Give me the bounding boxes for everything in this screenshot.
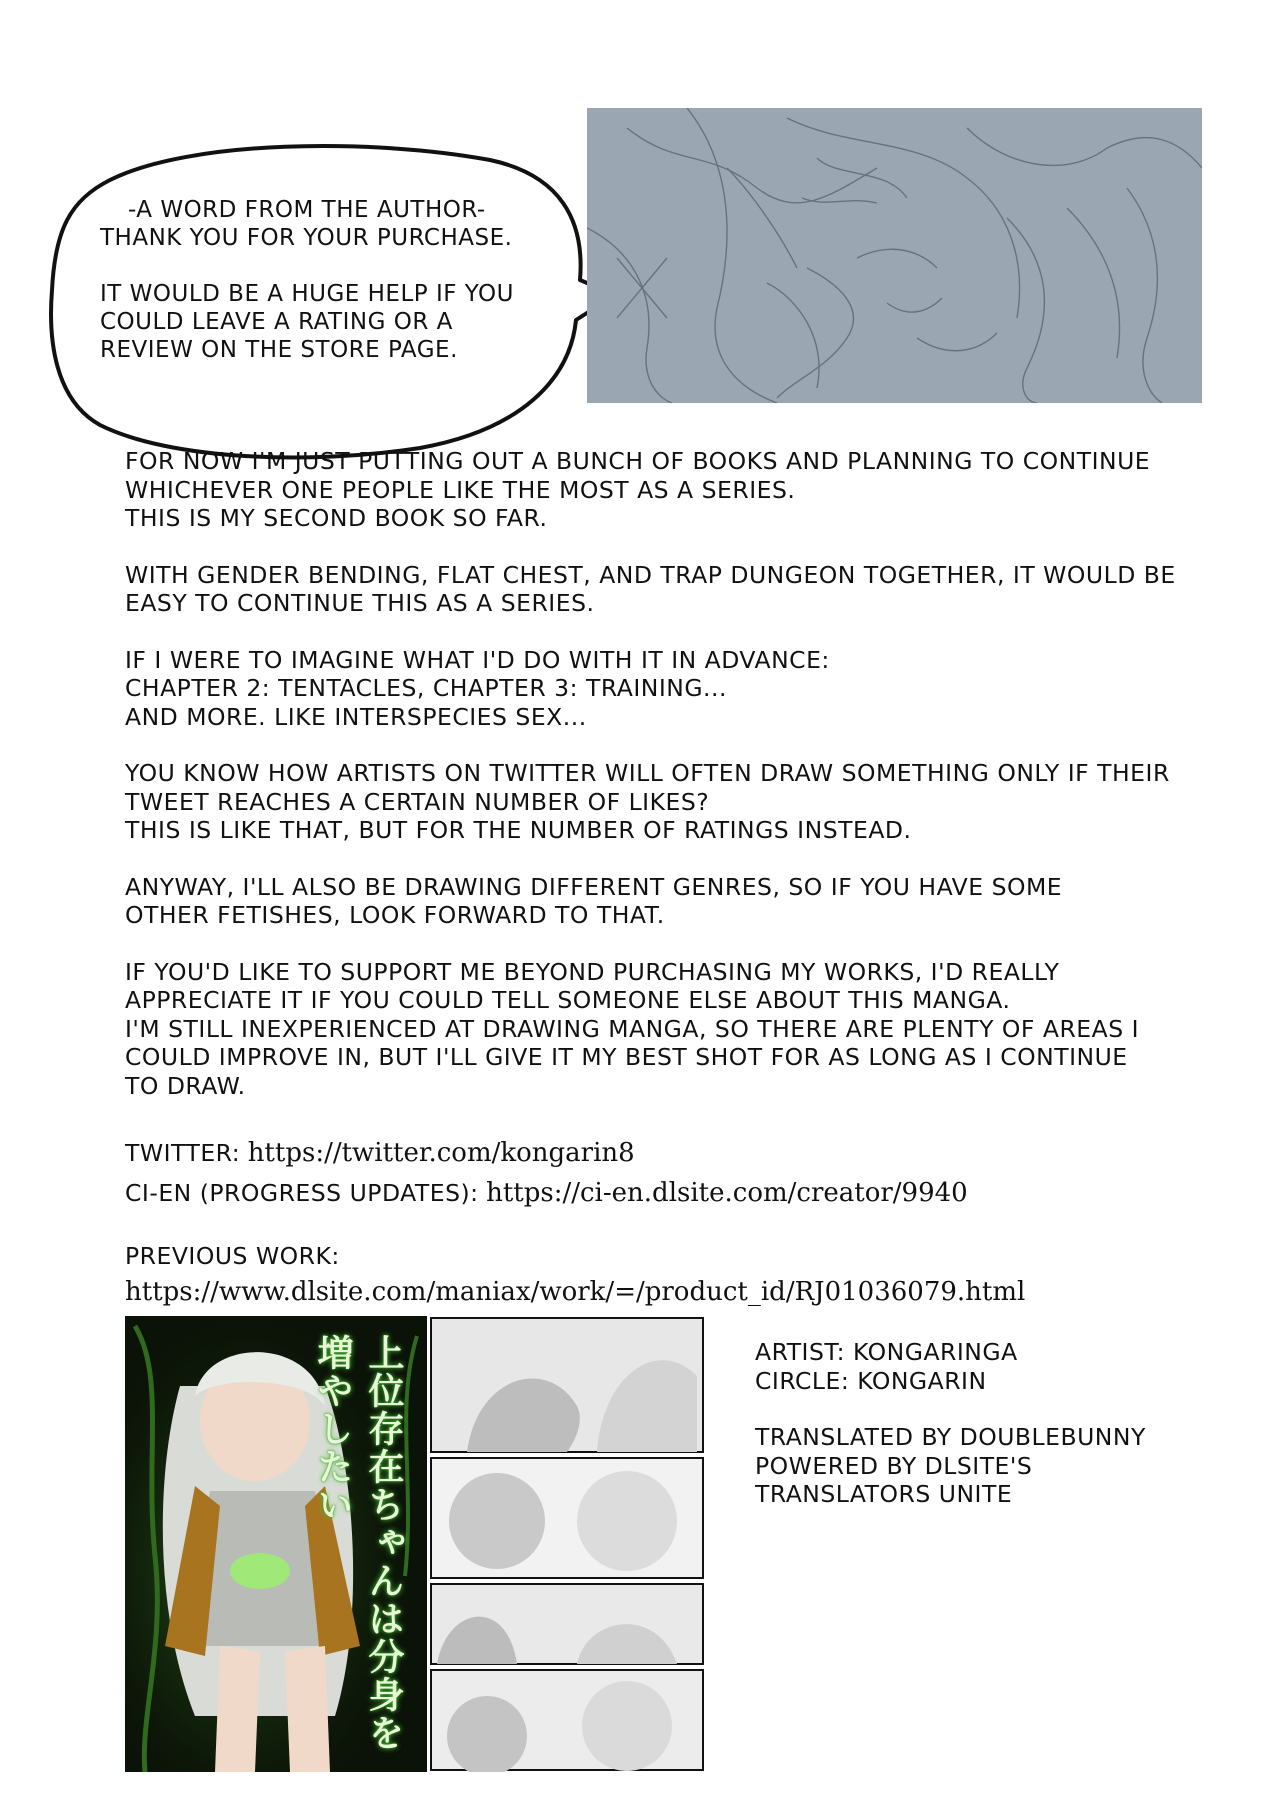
author-note-line: COULD LEAVE A RATING OR A bbox=[100, 309, 453, 335]
author-note-line: IT WOULD BE A HUGE HELP IF YOU bbox=[100, 281, 514, 307]
note-paragraph: IF I WERE TO IMAGINE WHAT I'D DO WITH IT IN ADVANCE: CHAPTER 2: TENTACLES, CHAPTER 3: TRAINING... AND MORE. LIKE INTERSPECIES SEX... bbox=[125, 645, 830, 731]
note-paragraph: ANYWAY, I'LL ALSO BE DRAWING DIFFERENT GENRES, SO IF YOU HAVE SOME OTHER FETISHES, LOOK FORWARD TO THAT. bbox=[125, 872, 1063, 929]
previous-work-comic-panels bbox=[427, 1316, 707, 1772]
author-notes bbox=[125, 447, 1205, 1128]
comic-panels bbox=[427, 1316, 707, 1772]
author-speech-bubble bbox=[40, 130, 600, 470]
credits bbox=[755, 1338, 1215, 1537]
twitter-link[interactable]: https://twitter.com/kongarin8 bbox=[247, 1138, 635, 1168]
translator-credit: TRANSLATED BY DOUBLEBUNNY bbox=[755, 1423, 1146, 1451]
previous-work-link[interactable]: https://www.dlsite.com/maniax/work/=/product_id/RJ01036079.html bbox=[125, 1277, 1026, 1307]
sketch-illustration bbox=[587, 108, 1202, 403]
social-links bbox=[125, 1133, 1205, 1213]
author-note-line: THANK YOU FOR YOUR PURCHASE. bbox=[100, 225, 513, 251]
note-paragraph: WITH GENDER BENDING, FLAT CHEST, AND TRAP DUNGEON TOGETHER, IT WOULD BE EASY TO CONTINUE THIS AS A SERIES. bbox=[125, 560, 1176, 617]
author-note-heading: -A WORD FROM THE AUTHOR- bbox=[128, 197, 486, 223]
sketch-lines bbox=[587, 108, 1202, 403]
cien-label: CI-EN (PROGRESS UPDATES): bbox=[125, 1179, 479, 1207]
twitter-label: TWITTER: bbox=[125, 1139, 241, 1167]
artist-credit: ARTIST: KONGARINGA bbox=[755, 1338, 1018, 1366]
powered-by-credit: TRANSLATORS UNITE bbox=[755, 1480, 1013, 1508]
note-paragraph: FOR NOW I'M JUST PUTTING OUT A BUNCH OF BOOKS AND PLANNING TO CONTINUE WHICHEVER ONE PEOPLE LIKE THE MOST AS A SERIES. THIS IS MY SECOND BOOK SO FAR. bbox=[125, 447, 1151, 532]
previous-work-cover bbox=[125, 1316, 427, 1772]
previous-work bbox=[125, 1238, 1225, 1310]
author-note-line: REVIEW ON THE STORE PAGE. bbox=[100, 337, 458, 363]
cien-link[interactable]: https://ci-en.dlsite.com/creator/9940 bbox=[486, 1178, 968, 1208]
circle-credit: CIRCLE: KONGARIN bbox=[755, 1366, 987, 1395]
cover-title: 上位存在ちゃんは分身を増やしたい bbox=[312, 1334, 404, 1752]
note-paragraph: YOU KNOW HOW ARTISTS ON TWITTER WILL OFTEN DRAW SOMETHING ONLY IF THEIR TWEET REACHES A CERTAIN NUMBER OF LIKES? THIS IS LIKE THAT, BUT FOR THE NUMBER OF RATINGS INSTEAD. bbox=[125, 759, 1170, 844]
powered-by-credit: POWERED BY DLSITE'S bbox=[755, 1451, 1033, 1480]
note-paragraph: IF YOU'D LIKE TO SUPPORT ME BEYOND PURCHASING MY WORKS, I'D REALLY APPRECIATE IT IF YOU COULD TELL SOMEONE ELSE ABOUT THIS MANGA. I'M STILL INEXPERIENCED AT DRAWING MANGA, SO THERE ARE PLENTY OF AREAS I COULD IMPROVE IN, BUT I'LL GIVE IT MY BEST SHOT FOR AS LONG AS I CONTINUE TO DRAW. bbox=[125, 957, 1140, 1100]
previous-work-label: PREVIOUS WORK: bbox=[125, 1242, 340, 1270]
